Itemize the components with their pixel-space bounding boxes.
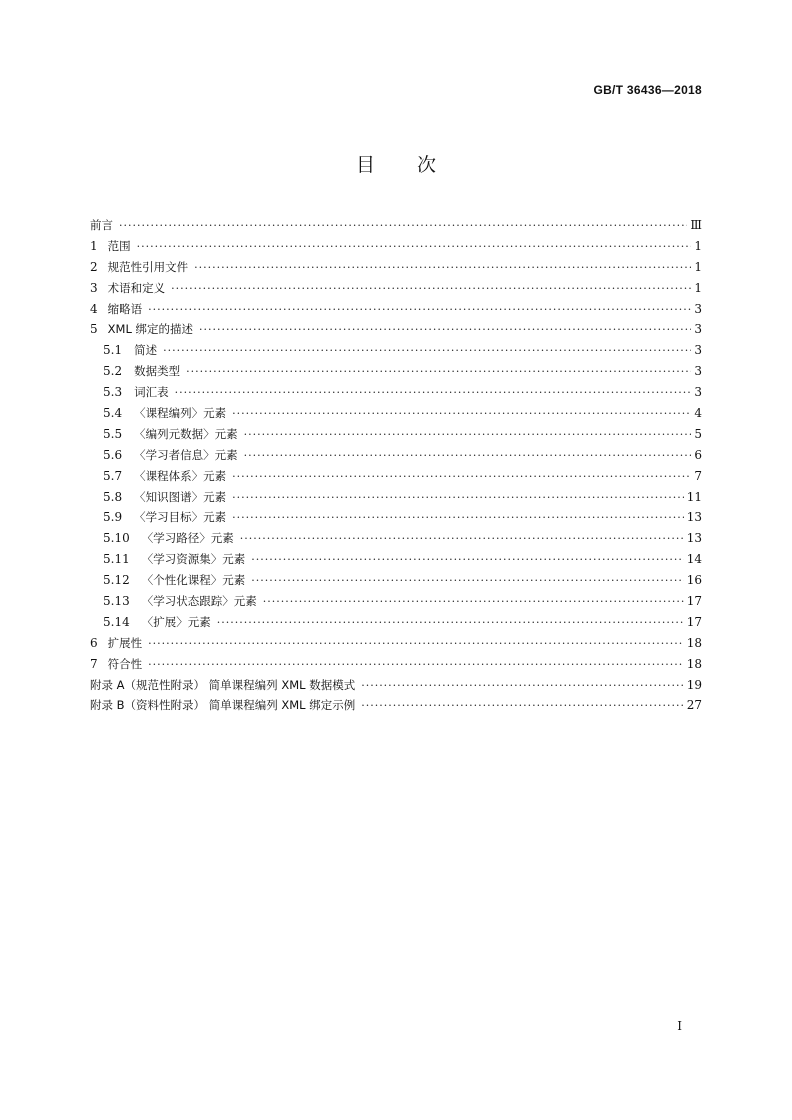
- toc-entry[interactable]: [90, 570, 702, 591]
- toc-entry-number: 5: [90, 322, 98, 337]
- toc-entry-number: 1: [90, 238, 98, 253]
- toc-entry[interactable]: [90, 236, 702, 257]
- toc-entry-title: 符合性: [107, 656, 143, 671]
- toc-entry[interactable]: [90, 424, 702, 445]
- toc-entry-page: Ⅲ: [690, 218, 702, 232]
- toc-entry-page: 3: [694, 364, 702, 379]
- toc-entry-number: 7: [90, 656, 98, 671]
- dot-leader: [186, 362, 691, 383]
- toc-entry-number: 3: [90, 280, 98, 295]
- toc-entry-page: 3: [694, 322, 702, 337]
- toc-entry-number: 5.1: [103, 343, 123, 358]
- toc-entry-number: 5.11: [103, 552, 130, 567]
- toc-entry-title: 前言: [90, 218, 113, 232]
- toc-entry-page: 14: [686, 552, 702, 567]
- toc-entry[interactable]: [90, 507, 702, 528]
- toc-entry-number: 5.12: [103, 573, 130, 588]
- dot-leader: [199, 320, 691, 341]
- toc-entry-title: 〈学习者信息〉元素: [134, 447, 238, 462]
- toc-entry-page: 17: [686, 614, 702, 629]
- dot-leader: [148, 634, 684, 655]
- dot-leader: [240, 529, 684, 550]
- toc-entry[interactable]: [90, 654, 702, 675]
- toc-entry-number: 5.14: [103, 614, 130, 629]
- toc-entry[interactable]: [90, 528, 702, 549]
- toc-entry[interactable]: [90, 591, 702, 612]
- toc-entry-title: 〈编列元数据〉元素: [134, 426, 238, 441]
- dot-leader: [137, 237, 691, 258]
- dot-leader: [251, 550, 684, 571]
- toc-entry[interactable]: [90, 340, 702, 361]
- toc-entry-number: 4: [90, 301, 98, 316]
- toc-entry-number: 5.6: [103, 447, 123, 462]
- toc-entry-page: 17: [686, 594, 702, 609]
- table-of-contents: [90, 215, 702, 716]
- toc-entry-title: 缩略语: [107, 301, 143, 316]
- dot-leader: [232, 404, 691, 425]
- toc-entry-page: 16: [686, 573, 702, 588]
- toc-entry-page: 18: [686, 635, 702, 650]
- toc-entry-page: 11: [686, 489, 702, 504]
- toc-entry[interactable]: [90, 319, 702, 340]
- toc-entry-number: 5.5: [103, 426, 123, 441]
- toc-entry-title: 〈学习资源集〉元素: [141, 552, 246, 567]
- dot-leader: [361, 676, 684, 697]
- toc-entry-number: 5.4: [103, 406, 123, 421]
- dot-leader: [232, 508, 684, 529]
- toc-entry-page: 18: [686, 656, 702, 671]
- toc-entry-title: 词汇表: [134, 385, 169, 400]
- toc-entry-number: 5.7: [103, 468, 123, 483]
- dot-leader: [163, 341, 691, 362]
- toc-entry-page: 1: [694, 280, 702, 295]
- toc-entry-number: 2: [90, 259, 98, 274]
- toc-entry-title: 〈扩展〉元素: [141, 614, 211, 629]
- toc-entry-title: 简述: [134, 343, 158, 358]
- toc-entry[interactable]: [90, 487, 702, 508]
- toc-entry[interactable]: [90, 215, 702, 236]
- dot-leader: [119, 216, 687, 237]
- toc-entry[interactable]: [90, 361, 702, 382]
- toc-entry[interactable]: [90, 466, 702, 487]
- toc-entry-page: 5: [694, 426, 702, 441]
- standard-code: GB/T 36436—2018: [593, 83, 702, 97]
- toc-entry-title: 〈学习状态跟踪〉元素: [141, 594, 257, 609]
- toc-entry-title: 〈个性化课程〉元素: [141, 573, 246, 588]
- toc-entry[interactable]: [90, 675, 702, 696]
- page-title: 目次: [355, 154, 478, 176]
- toc-entry[interactable]: [90, 445, 702, 466]
- toc-entry-title: 〈课程编列〉元素: [134, 406, 227, 421]
- toc-entry-title: XML 绑定的描述: [107, 322, 194, 337]
- dot-leader: [217, 613, 684, 634]
- toc-entry-number: 5.9: [103, 510, 123, 525]
- toc-entry-number: 5.10: [103, 531, 130, 546]
- dot-leader: [232, 467, 691, 488]
- dot-leader: [171, 279, 691, 300]
- toc-entry-title: 数据类型: [134, 364, 181, 379]
- toc-entry[interactable]: [90, 278, 702, 299]
- toc-entry-number: 5.2: [103, 364, 123, 379]
- toc-entry-title: 范围: [107, 238, 131, 253]
- toc-entry-page: 3: [694, 301, 702, 316]
- toc-entry[interactable]: [90, 695, 702, 716]
- dot-leader: [244, 425, 691, 446]
- toc-entry-page: 1: [694, 238, 702, 253]
- toc-entry[interactable]: [90, 549, 702, 570]
- dot-leader: [263, 592, 684, 613]
- toc-entry-title: 附录 A（规范性附录） 简单课程编列 XML 数据模式: [90, 677, 356, 692]
- toc-entry-page: 4: [694, 406, 702, 421]
- dot-leader: [194, 258, 691, 279]
- toc-entry-title: 〈学习路径〉元素: [141, 531, 234, 546]
- toc-entry-page: 3: [694, 385, 702, 400]
- toc-entry-page: 3: [694, 343, 702, 358]
- dot-leader: [361, 696, 684, 717]
- toc-entry-title: 〈知识图谱〉元素: [134, 489, 227, 504]
- toc-entry-title: 规范性引用文件: [107, 259, 189, 274]
- toc-entry-page: 13: [686, 510, 702, 525]
- toc-entry-number: 6: [90, 635, 98, 650]
- toc-entry-page: 6: [694, 447, 702, 462]
- toc-entry-title: 〈学习目标〉元素: [134, 510, 227, 525]
- dot-leader: [251, 571, 684, 592]
- toc-entry[interactable]: [90, 382, 702, 403]
- page-number: I: [677, 1019, 682, 1033]
- toc-entry-title: 术语和定义: [107, 280, 166, 295]
- toc-entry[interactable]: [90, 299, 702, 320]
- toc-entry-page: 1: [694, 259, 702, 274]
- toc-entry-title: 〈课程体系〉元素: [134, 468, 227, 483]
- dot-leader: [232, 488, 684, 509]
- dot-leader: [148, 300, 691, 321]
- toc-entry-page: 13: [686, 531, 702, 546]
- toc-entry[interactable]: [90, 403, 702, 424]
- toc-entry-number: 5.8: [103, 489, 123, 504]
- dot-leader: [148, 655, 684, 676]
- toc-entry-number: 5.13: [103, 594, 130, 609]
- toc-entry-number: 5.3: [103, 385, 123, 400]
- toc-entry[interactable]: [90, 612, 702, 633]
- toc-entry-page: 27: [686, 698, 702, 713]
- toc-entry-title: 附录 B（资料性附录） 简单课程编列 XML 绑定示例: [90, 698, 356, 713]
- toc-entry[interactable]: [90, 633, 702, 654]
- toc-entry[interactable]: [90, 257, 702, 278]
- dot-leader: [244, 446, 691, 467]
- toc-entry-title: 扩展性: [107, 635, 143, 650]
- dot-leader: [175, 383, 691, 404]
- toc-entry-page: 19: [686, 677, 702, 692]
- toc-entry-page: 7: [694, 468, 702, 483]
